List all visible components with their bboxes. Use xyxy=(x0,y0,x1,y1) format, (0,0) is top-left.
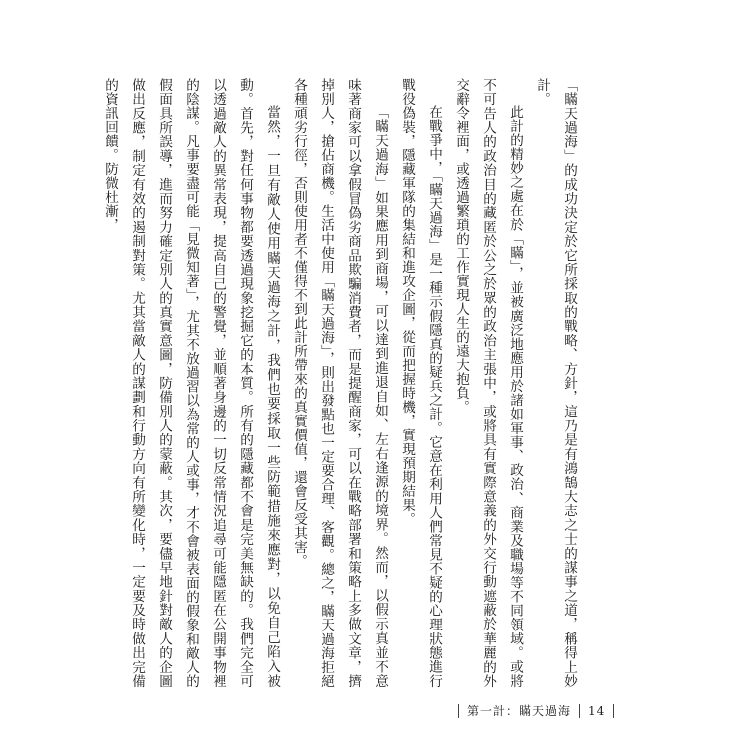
paragraph-1: 「瞞天過海」的成功決定於它所採取的戰略、方針，這乃是有鴻鵠大志之士的謀事之道，稱得上妙計。 xyxy=(534,78,577,688)
page-footer xyxy=(450,702,622,719)
footer-divider-middle xyxy=(579,704,580,718)
footer-divider-right xyxy=(613,704,614,718)
footer-divider-left xyxy=(458,704,459,718)
paragraph-4: 「瞞天過海」如果應用到商場，可以達到進退自如、左右逢源的境界。然而，以假示真並不意味著商家可以拿假冒偽劣商品欺騙消費者，而是提醒商家，可以在戰略部署和策略上多做文章，擠掉別人，搶佔商機。生活中使用「瞞天過海」，則出發點也一定要合理、客觀。總之，瞞天過海拒絕各種頑劣行徑，否則使用者不僅得不到此計所帶來的真實價值，還會反受其害。 xyxy=(291,78,388,688)
page-number: 14 xyxy=(588,703,606,718)
paragraph-2: 此計的精妙之處在於「瞞」，並被廣泛地應用於諸如軍事、政治、商業及職場等不同領域。或將不可告人的政治目的藏匿於公之於眾的政治主張中，或將具有實際意義的外交行動遮蔽於華麗的外交辭令裡面，或透過繁瑣的工作實現人生的遠大抱負。 xyxy=(453,78,523,688)
paragraph-3: 在戰爭中，「瞞天過海」是一種示假隱真的疑兵之計。它意在利用人們常見不疑的心理狀態進行戰役偽裝，隱藏軍隊的集結和進攻企圖，從而把握時機，實現預期結果。 xyxy=(399,78,442,688)
vertical-text-body xyxy=(102,78,582,688)
chapter-title: 第一計：瞞天過海 xyxy=(467,704,572,718)
paragraph-5: 當然，一旦有敵人使用瞞天過海之計，我們也要採取一些防範措施來應對，以免自己陷入被動。首先，對任何事物都要透過現象挖掘它的本質。所有的隱藏都不會是完美無缺的。我們完全可以透過敵人的異常表現，提高自己的警覺，並順著身邊的一切反常情況追尋可能隱匿在公開事物裡的陰謀。凡事要盡可能「見微知著」，尤其不放過習以為常的人或事，才不會被表面的假象和敵人的假面具所誤導，進而努力確定別人的真實意圖，防備別人的蒙蔽。其次，要儘早地針對敵人的企圖做出反應，制定有效的遏制對策。尤其當敵人的謀劃和行動方向有所變化時，一定要及時做出完備的資訊回饋。防微杜漸， xyxy=(102,78,280,688)
